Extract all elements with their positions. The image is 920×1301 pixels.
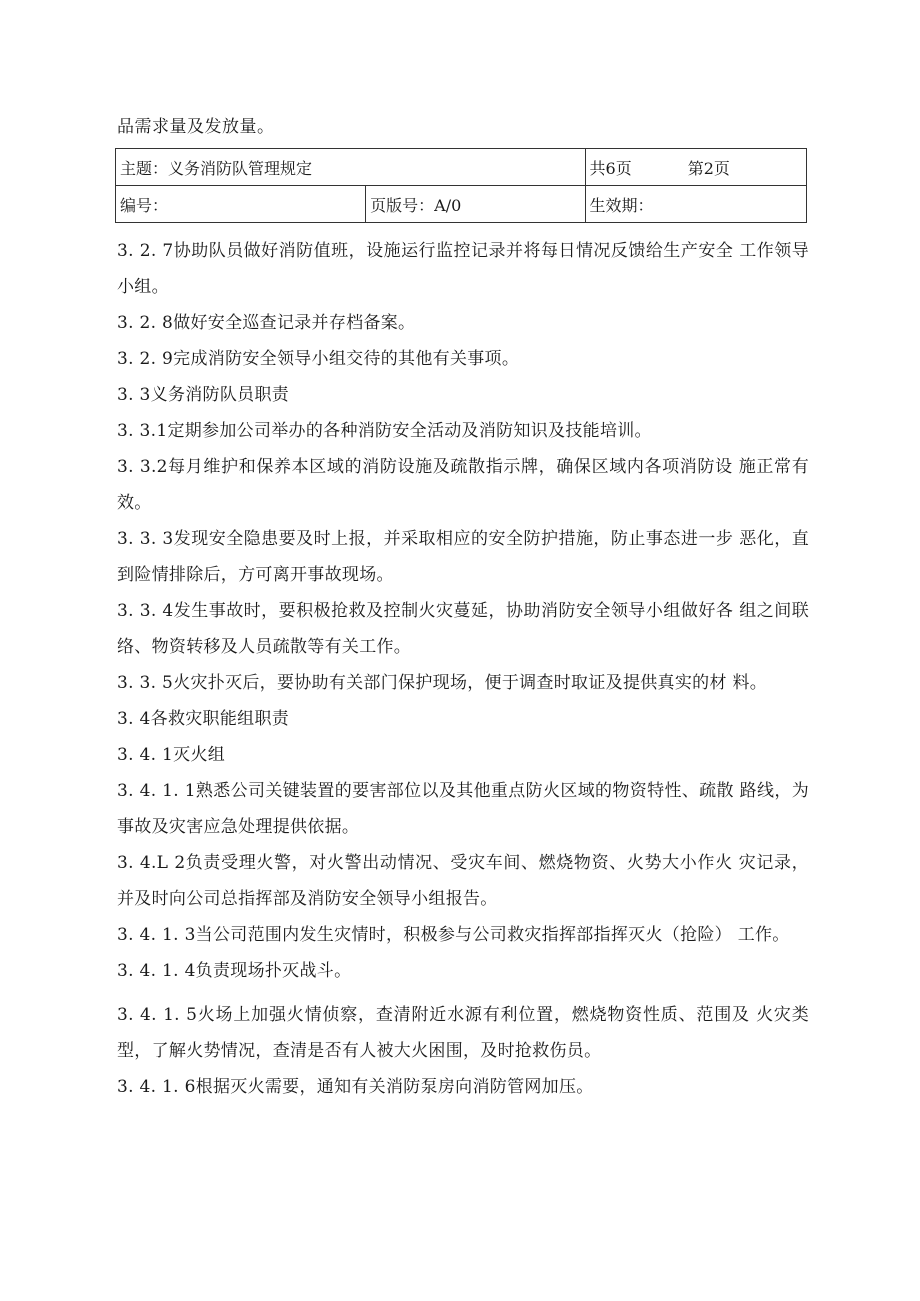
effective-date-cell: 生效期： [585, 186, 806, 223]
paragraph: 3. 4. 1. 5火场上加强火情侦察，查清附近水源有利位置，燃烧物资性质、范围及 火灾类型，了解火势情况，查清是否有人被大火困围，及时抢救伤员。 [117, 1005, 809, 1061]
subsection-heading: 3. 4. 1灭火组 [117, 745, 226, 765]
paragraph: 3. 3. 3发现安全隐患要及时上报，并采取相应的安全防护措施，防止事态进一步 恶化，直到险情排除后，方可离开事故现场。 [117, 529, 809, 585]
paragraph: 3. 4. 1. 1熟悉公司关键装置的要害部位以及其他重点防火区域的物资特性、疏散 路线，为事故及灾害应急处理提供依据。 [117, 781, 809, 837]
paragraph: 3. 4. 1. 3当公司范围内发生灾情时，积极参与公司救灾指挥部指挥灭火（抢险） 工作。 [117, 925, 790, 945]
paragraph: 3. 2. 7协助队员做好消防值班，设施运行监控记录并将每日情况反馈给生产安全 工作领导小组。 [117, 241, 809, 297]
header-row-2 [116, 186, 807, 223]
total-pages: 共6页 [589, 158, 632, 178]
paragraph: 3. 4.L 2负责受理火警，对火警出动情况、受灾车间、燃烧物资、火势大小作火 灾记录，并及时向公司总指挥部及消防安全领导小组报告。 [117, 853, 809, 909]
paragraph: 3. 3. 5火灾扑灭后，要协助有关部门保护现场，便于调查时取证及提供真实的材 料。 [117, 673, 768, 693]
section-heading: 3. 4各救灾职能组职责 [117, 709, 290, 729]
paragraph: 3. 2. 8做好安全巡查记录并存档备案。 [117, 313, 416, 333]
document-header-table [115, 148, 807, 223]
paragraph: 3. 3.2每月维护和保养本区域的消防设施及疏散指示牌，确保区域内各项消防设 施正常有效。 [117, 457, 809, 513]
section-heading: 3. 3义务消防队员职责 [117, 385, 290, 405]
paragraph: 3. 4. 1. 6根据灭火需要，通知有关消防泵房向消防管网加压。 [117, 1077, 594, 1097]
paragraph: 3. 3.1定期参加公司举办的各种消防安全活动及消防知识及技能培训。 [117, 421, 652, 441]
paragraph: 3. 2. 9完成消防安全领导小组交待的其他有关事项。 [117, 349, 520, 369]
header-row-1 [116, 149, 807, 186]
pages-cell [585, 149, 806, 186]
intro-line: 品需求量及发放量。 [117, 117, 275, 137]
revision-cell: 页版号：A/0 [366, 186, 585, 223]
paragraph: 3. 3. 4发生事故时，要积极抢救及控制火灾蔓延，协助消防安全领导小组做好各 组之间联络、物资转移及人员疏散等有关工作。 [117, 601, 809, 657]
code-cell: 编号： [116, 186, 366, 223]
page-number: 第2页 [687, 158, 730, 178]
body-text [117, 233, 809, 1105]
paragraph: 3. 4. 1. 4负责现场扑灭战斗。 [117, 961, 352, 981]
subject-cell: 主题：义务消防队管理规定 [116, 149, 586, 186]
